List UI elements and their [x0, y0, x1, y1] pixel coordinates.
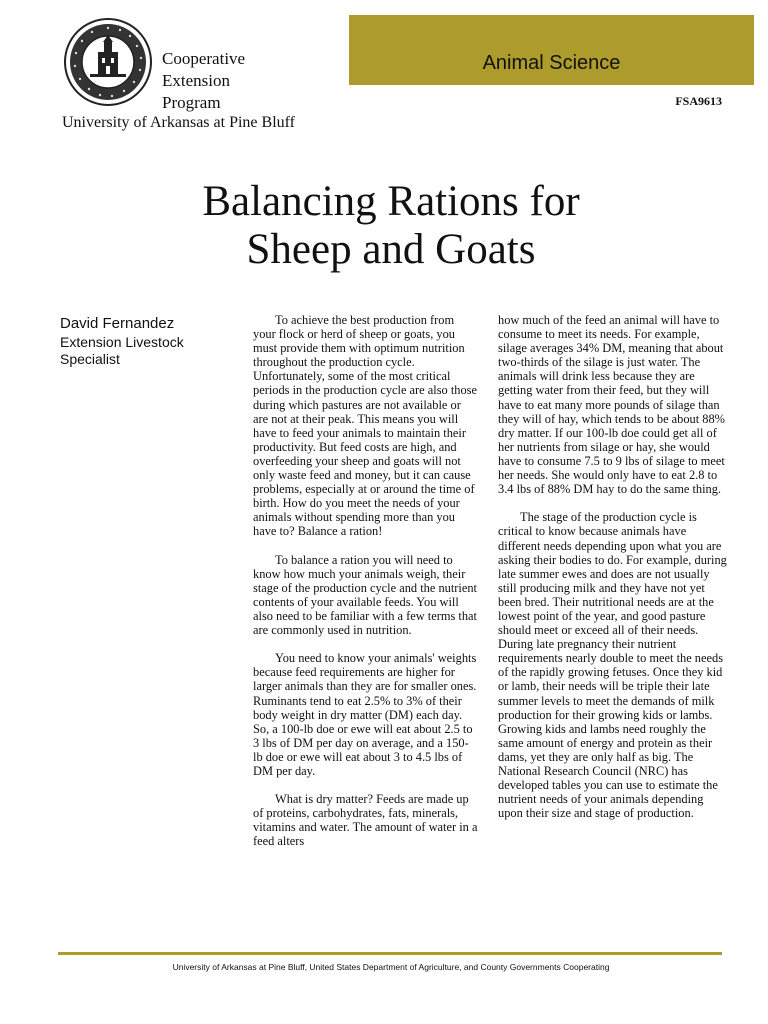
program-name-line-1: Cooperative: [162, 49, 246, 68]
body-column-2: [498, 313, 730, 834]
program-name: [162, 48, 245, 114]
author-role: Extension Livestock Specialist: [60, 334, 184, 367]
paragraph: You need to know your animals' weights because feed requirements are higher for larger animals than they are for smaller ones. Ruminants tend to eat 2.5% to 3% of their body weight in dry matter (DM) each day. So, a 100-lb doe or ewe will eat about 2.5 to 3 lbs of DM per day on average, and a 150-lb doe or ewe will eat about 3 to 4.5 lbs of DM per day.: [253, 651, 477, 778]
footer-text: University of Arkansas at Pine Bluff, United States Department of Agriculture, and County Governments Cooperating: [172, 962, 610, 972]
page-title: [0, 178, 768, 274]
paragraph: The stage of the production cycle is critical to know because animals have different needs depending upon what you are asking their bodies to do. For example, during late summer ewes and does are not usually still producing milk and they have not yet been bred. Their nutritional needs are at the lowest point of the year, and good pasture should meet or exceed all of their needs. During late pregnancy their nutrient requirements nearly double to meet the needs of the rapidly growing fetuses. Once they kid or lamb, their needs will be triple their late summer levels to meet the demands of milk production for their growing kids or lambs. Growing kids and lambs need roughly the same amount of energy and protein as their dams, yet they are only half as big. The National Research Council (NRC) has developed tables you can use to estimate the nutrient needs of your animals depending upon their size and stage of production.: [498, 510, 727, 821]
paragraph: how much of the feed an animal will have to consume to meet its needs. For example, silage averages 34% DM, meaning that about two-thirds of the silage is just water. The animals will drink less because they are getting water from their feed, but they will have to eat many more pounds of silage than they will of hay, which tends to be about 88% dry matter. If our 100-lb doe could get all of her nutrients from silage or hay, she would have to consume 7.5 to 9 lbs of silage to meet her needs. She would only have to eat 2.8 to 3.4 lbs of 88% DM hay to do the same thing.: [498, 313, 725, 497]
university-name: University of Arkansas at Pine Bluff: [62, 114, 296, 131]
body-column-1: [253, 313, 478, 863]
paragraph: To balance a ration you will need to know how much your animals weigh, their stage of the production cycle and the nutrient contents of your available feeds. You will also need to be familiar with a few terms that are commonly used in nutrition.: [253, 552, 477, 638]
program-name-line-3: Program: [162, 93, 221, 112]
footer-divider: [58, 952, 722, 955]
paragraph: To achieve the best production from your flock or herd of sheep or goats, you must provide them with optimum nutrition throughout the production cycle. Unfortunately, some of the most critical periods in the production cycle are also those during which pastures are not available or are not at their peak. This means you will have to feed your animals to maintain their productivity. But feed costs are high, and overfeeding your sheep and goats will not only waste feed and money, but it can cause problems, especially at or around the time of birth. How do you meet the needs of your animals without spending more than you have to? Balance a ration!: [253, 313, 477, 539]
university-seal-icon: [64, 18, 152, 106]
page-title-line-2: Sheep and Goats: [246, 226, 536, 273]
program-name-line-2: Extension: [162, 71, 230, 90]
document-number: FSA9613: [675, 94, 722, 108]
section-title: Animal Science: [482, 52, 621, 74]
author-block: [60, 314, 200, 368]
section-banner: [349, 15, 754, 85]
page-title-line-1: Balancing Rations for: [202, 178, 580, 225]
paragraph: What is dry matter? Feeds are made up of proteins, carbohydrates, fats, minerals, vitamins and water. The amount of water in a feed alters: [253, 792, 478, 849]
author-name: David Fernandez: [60, 315, 175, 332]
